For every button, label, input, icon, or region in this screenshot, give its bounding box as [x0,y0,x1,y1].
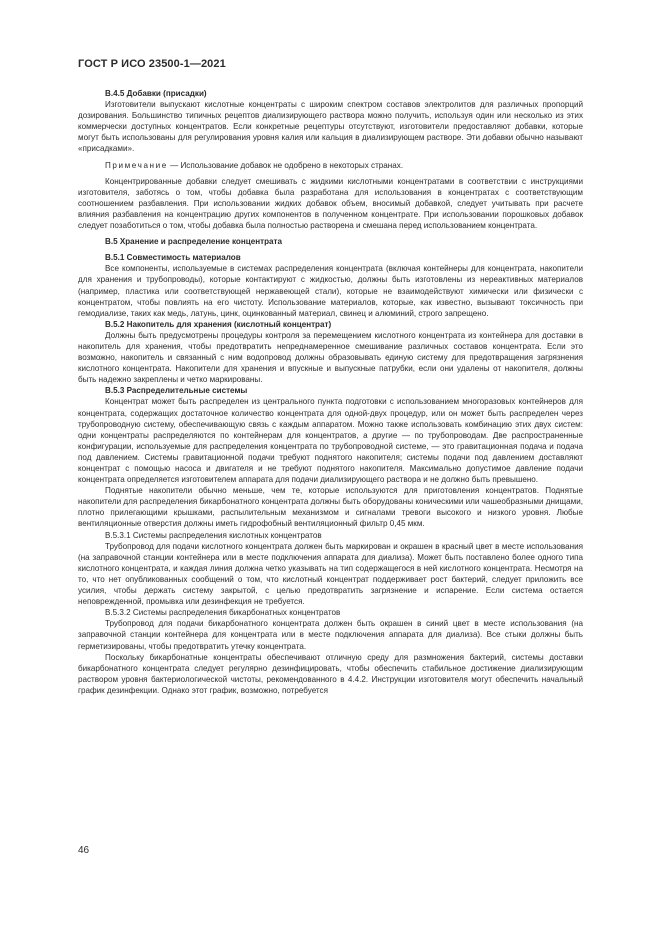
note-label: Примечание [105,160,168,170]
heading-b5: В.5 Хранение и распределение концентрата [105,237,283,247]
paragraph-b45-1: Изготовители выпускают кислотные концентраты с широким спектром составов электролитов для различных пропорций дозирования. Большинство типичных рецептов диализирующего раствора можно получить, используя один или несколько из этих коммерчески доступных концентратов. Если конкретные рецептуры отсутствуют, изготовители предоставляют добавки, которые могут быть использованы для регулирования уровня калия или кальция в диализирующем растворе. Эти добавки обычно называют «присадками». [78,100,583,154]
note [78,160,583,171]
heading-b51: В.5.1 Совместимость материалов [105,253,241,263]
paragraph-b532-1: Трубопровод для подачи бикарбонатного концентрата должен быть окрашен в синий цвет в месте использования (на заправочной станции контейнера для концентрата или в месте подключения аппарата для диализа). Все стыки должны быть герметизированы, чтобы предотвратить утечку концентрата. [78,619,583,651]
paragraph-b52-1: Должны быть предусмотрены процедуры контроля за перемещением кислотного концентрата из контейнера для доставки в накопитель для хранения, чтобы предотвратить непреднамеренное смешивание различных составов концентрата. Если это возможно, накопитель и связанный с ним водопровод должны образовывать единую систему для предотвращения загрязнения кислотного концентрата. Накопители для хранения и впускные и выпускные патрубки, если они удалены от накопителя, должны быть надежно закреплены и четко маркированы. [78,330,583,385]
page-number: 46 [78,845,90,856]
paragraph-b53-1: Концентрат может быть распределен из центрального пункта подготовки с использованием многоразовых контейнеров для концентрата, содержащих достаточное количество концентрата для одной-двух процедур, или он может быть распределен через трубопроводную систему, обеспечивающую связь с каждым аппаратом. Можно также использовать комбинацию этих двух систем: одни концентраты распределяются по контейнерам для концентратов, а другие — по трубопроводам. Две распространенные конфигурации, используемые для распределения концентрата по трубопроводной системе, — это гравитационная подача и подача под давлением. Системы гравитационной подачи требуют поднятого накопителя; системы подачи под давлением доставляют концентрат с помощью насоса и двигателя и не требуют поднятого накопителя. Максимально допустимое давление подачи концентрата определяется изготовителем аппарата для подачи диализирующего раствора и не должно быть превышено. [78,397,583,485]
heading-b52: В.5.2 Накопитель для хранения (кислотный концентрат) [105,319,332,329]
note-text: — Использование добавок не одобрено в некоторых странах. [167,160,404,170]
heading-b532: В.5.3.2 Системы распределения бикарбонатных концентратов [105,608,341,618]
document-header: ГОСТ Р ИСО 23500-1—2021 [78,58,226,70]
heading-b531: В.5.3.1 Системы распределения кислотных концентратов [105,530,322,540]
paragraph-b531-1: Трубопровод для подачи кислотного концентрата должен быть маркирован и окрашен в красный цвет в месте использования (на заправочной станции контейнера или в месте подключения аппарата для диализа). Может быть поставлено более одного типа кислотного концентрата, и каждая линия должна четко указывать на тип содержащегося в ней кислотного концентрата. Несмотря на то, что нет опубликованных сообщений о том, что кислотный концентрат поддерживает рост бактерий, следует приложить все усилия, чтобы держать систему закрытой, с целью предотвратить загрязнение и испарение. Если система остается неповрежденной, промывка или дезинфекция не требуется. [78,541,583,607]
paragraph-b51-1: Все компоненты, используемые в системах распределения концентрата (включая контейнеры для концентрата, накопители для хранения и трубопроводы), которые контактируют с жидкостью, должны быть изготовлены из нереактивных материалов (например, пластика или соответствующей нержавеющей стали), которые не взаимодействуют химически или физически с концентратом, чтобы повлиять на его чистоту. Использование материалов, которые, как известно, вызывают токсичность при гемодиализе, таких как медь, латунь, цинк, оцинкованный материал, свинец и алюминий, строго запрещено. [78,264,583,318]
paragraph-b45-2: Концентрированные добавки следует смешивать с жидкими кислотными концентратами в соответствии с инструкциями изготовителя, заботясь о том, чтобы добавка была разработана для использования в концентратах с соответствующим соотношением разбавления. При использовании жидких добавок объем, вносимый добавкой, следует учитывать при расчете влияния разбавления на концентрацию других компонентов в полученном концентрате. При использовании порошковых добавок следует позаботиться о том, чтобы добавка была полностью растворена и смешана перед использованием концентрата. [78,176,583,231]
paragraph-b532-2: Поскольку бикарбонатные концентраты обеспечивают отличную среду для размножения бактерий, системы доставки бикарбонатного концентрата следует регулярно дезинфицировать, чтобы обеспечить стабильное достижение диализирующим раствором уровня бактериологической чистоты, рекомендованного в 4.4.2. Инструкции изготовителя могут обеспечить начальный график дезинфекции. Однако этот график, возможно, потребуется [78,652,583,695]
heading-b45: В.4.5 Добавки (присадки) [105,89,207,98]
paragraph-b53-2: Поднятые накопители обычно меньше, чем те, которые используются для приготовления концентратов. Поднятые накопители для распределения бикарбонатного концентрата должны быть оборудованы коническими или чашеобразными днищами, плотно прилегающими крышками, распылительным механизмом и сигналами тревоги высокого и низкого уровня. Любые вентиляционные отверстия должны иметь гидрофобный вентиляционный фильтр 0,45 мкм. [78,486,583,529]
document-body [78,88,583,696]
heading-b53: В.5.3 Распределительные системы [105,386,248,396]
